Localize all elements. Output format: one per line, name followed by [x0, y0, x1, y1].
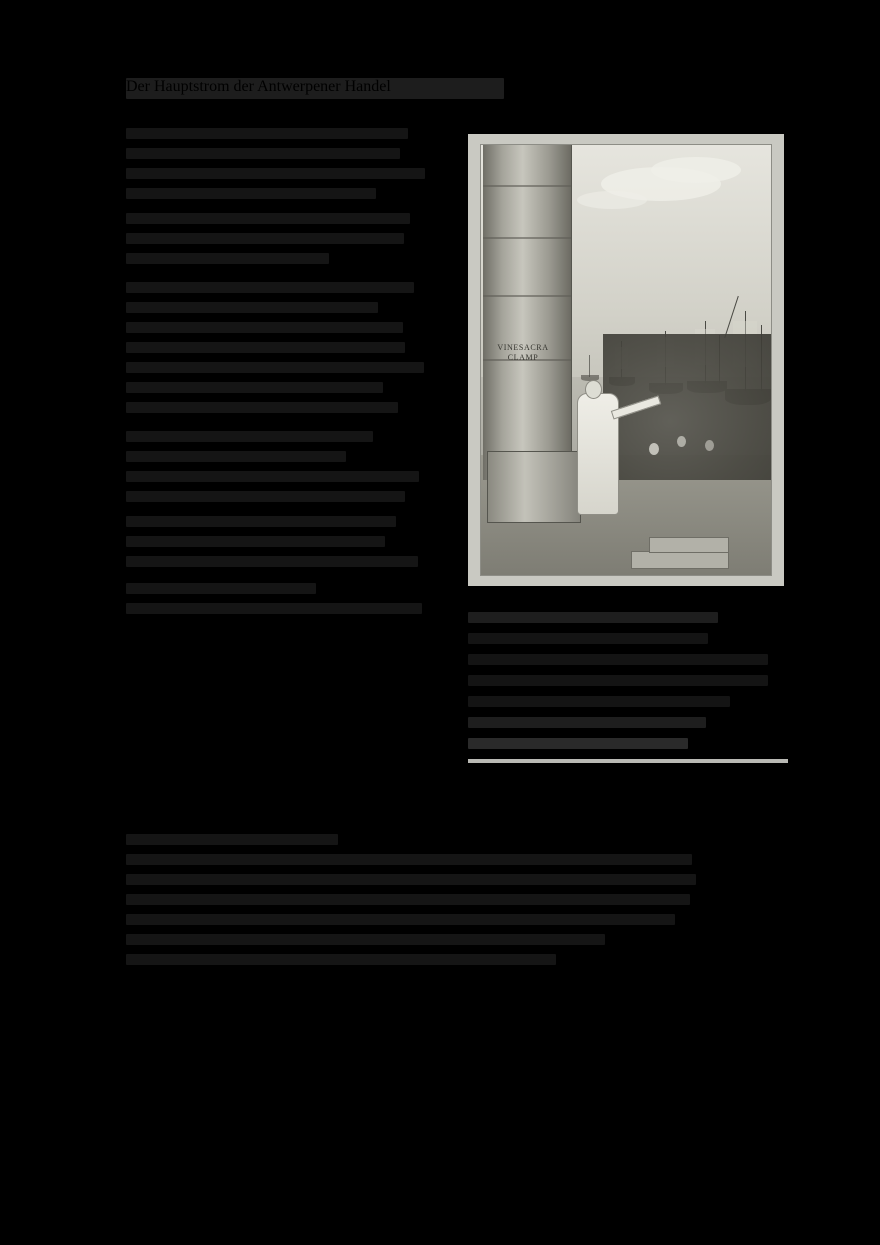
text-line: [126, 382, 383, 393]
quay-step: [631, 551, 729, 569]
text-line: [126, 302, 378, 313]
cloud-shape: [651, 157, 741, 183]
text-line: [126, 342, 405, 353]
text-line: [126, 471, 419, 482]
paragraph-4: [126, 431, 426, 502]
paragraph-5: [126, 516, 426, 567]
caption-line: [468, 612, 718, 623]
text-line: [126, 431, 373, 442]
page-title: [126, 78, 526, 104]
text-line: [126, 854, 692, 865]
text-line: [126, 934, 605, 945]
text-line: [126, 834, 338, 845]
text-line: [126, 556, 418, 567]
body-bottom-block: [126, 834, 696, 974]
caption-line: [468, 675, 768, 686]
text-line: [126, 874, 696, 885]
quay-step: [649, 537, 729, 553]
caption-line: [468, 717, 706, 728]
caption-line: [468, 633, 708, 644]
paragraph-3: [126, 282, 426, 413]
text-line: [126, 894, 690, 905]
column-base: [487, 451, 581, 523]
text-line: [126, 954, 556, 965]
inscription-line-1: VINESACRA: [497, 342, 549, 352]
text-line: [126, 402, 398, 413]
crowd-head: [677, 436, 686, 447]
inscription-line-2: CLAMP: [507, 352, 539, 362]
text-line: [126, 491, 405, 502]
ship-mast: [589, 355, 590, 377]
body-left-column: [126, 128, 426, 628]
text-line: [126, 914, 675, 925]
orator-head: [585, 380, 602, 399]
paragraph-2: [126, 213, 426, 264]
text-line: [126, 322, 403, 333]
crowd-head: [649, 443, 659, 455]
text-line: [126, 282, 414, 293]
text-line: [126, 233, 404, 244]
column-inscription: [487, 343, 559, 363]
text-line: [126, 536, 385, 547]
figure-engraving: [468, 134, 784, 586]
crowd-head: [705, 440, 714, 451]
text-line: [126, 583, 316, 594]
caption-line: [468, 696, 730, 707]
text-line: [126, 362, 424, 373]
text-line: [126, 603, 422, 614]
text-line: [126, 128, 408, 139]
text-line: [126, 451, 346, 462]
caption-line: [468, 654, 768, 665]
figure-caption-block: [468, 612, 788, 763]
text-line: [126, 148, 400, 159]
text-line: [126, 168, 425, 179]
text-line: [126, 253, 329, 264]
caption-divider: [468, 759, 788, 763]
text-line: [126, 188, 376, 199]
caption-line: [468, 738, 688, 749]
page-title-text: Der Hauptstrom der Antwerpener Handel: [126, 78, 504, 99]
cloud-shape: [577, 191, 647, 209]
paragraph-1: [126, 128, 426, 199]
text-line: [126, 516, 396, 527]
text-line: [126, 213, 410, 224]
engraving-plate: [480, 144, 772, 576]
classical-column: [483, 145, 572, 480]
paragraph-6: [126, 583, 426, 614]
